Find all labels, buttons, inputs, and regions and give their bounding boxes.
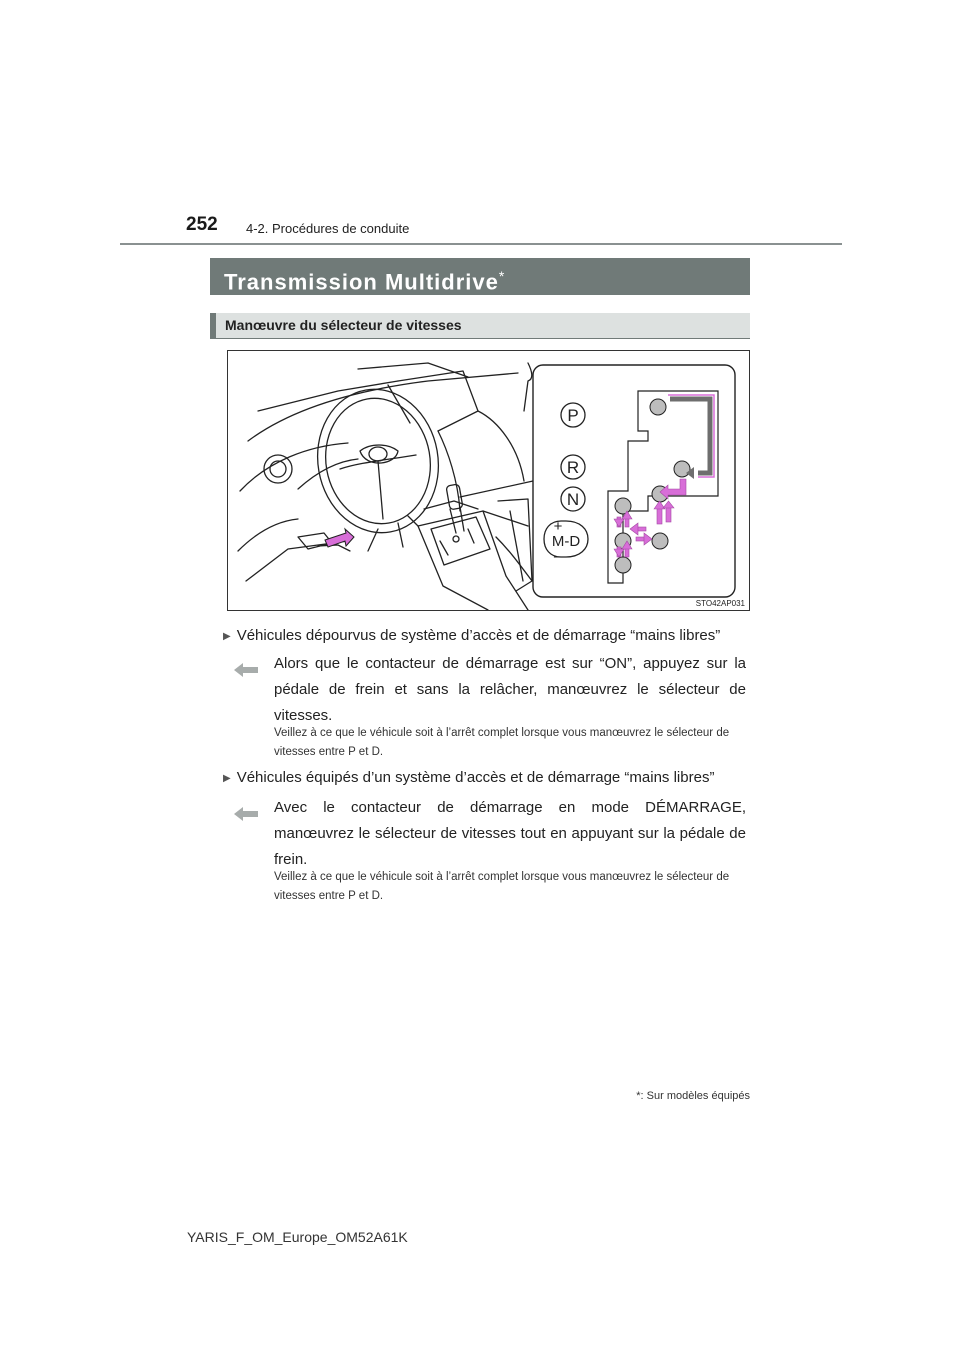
gear-minus-label: –: [553, 548, 563, 565]
instruction-text-1: Alors que le contacteur de démarrage est sur “ON”, appuyez sur la pédale de frein et sans la relâcher, manœuvrez le sélecteur de vitesses.: [274, 655, 746, 724]
instruction-arrow-icon: [234, 663, 258, 677]
gear-plus-label: +: [553, 518, 563, 535]
triangle-bullet-icon: ▶: [223, 631, 231, 642]
gear-n-label: N: [566, 490, 580, 509]
note-text-2: Veillez à ce que le véhicule soit à l’arrêt complet lorsque vous manœuvrez le sélecteur de vitesses entre P et D.: [274, 871, 730, 902]
bullet-heading-1-text: Véhicules dépourvus de système d’accès et de démarrage “mains libres”: [236, 627, 721, 644]
header-rule: [120, 243, 842, 245]
dashboard-drawing: [228, 351, 749, 610]
section-label: 4-2. Procédures de conduite: [246, 221, 410, 236]
triangle-bullet-icon: ▶: [223, 773, 231, 784]
note-text-1: Veillez à ce que le véhicule soit à l’arrêt complet lorsque vous manœuvrez le sélecteur de vitesses entre P et D.: [274, 727, 730, 758]
subsection-heading: Manœuvre du sélecteur de vitesses: [210, 313, 750, 338]
gear-p-label: P: [567, 406, 579, 425]
subsection-rule: [210, 338, 750, 339]
bullet-heading-2-text: Véhicules équipés d’un système d’accès et de démarrage “mains libres”: [236, 769, 715, 786]
shift-lever-illustration: [227, 350, 750, 611]
gear-r-label: R: [566, 458, 580, 477]
document-footer: YARIS_F_OM_Europe_OM52A61K: [187, 1229, 408, 1245]
asterisk-mark: *: [636, 1090, 641, 1102]
footnote-text: : Sur modèles équipés: [640, 1090, 750, 1102]
figure-code: STO42AP031: [695, 599, 745, 608]
page-number: 252: [186, 214, 218, 235]
asterisk-mark: *: [498, 268, 506, 284]
gear-md-label: M-D: [551, 533, 581, 550]
footnote: [636, 1090, 750, 1102]
bullet-heading-2: [223, 769, 714, 786]
page-title-text: Transmission Multidrive: [224, 269, 499, 295]
bullet-heading-1: [223, 627, 720, 644]
instruction-arrow-icon: [234, 807, 258, 821]
page-title: [210, 258, 750, 295]
instruction-text-2: Avec le contacteur de démarrage en mode DÉMARRAGE, manœuvrez le sélecteur de vitesses tout en appuyant sur la pédale de frein.: [274, 799, 746, 868]
